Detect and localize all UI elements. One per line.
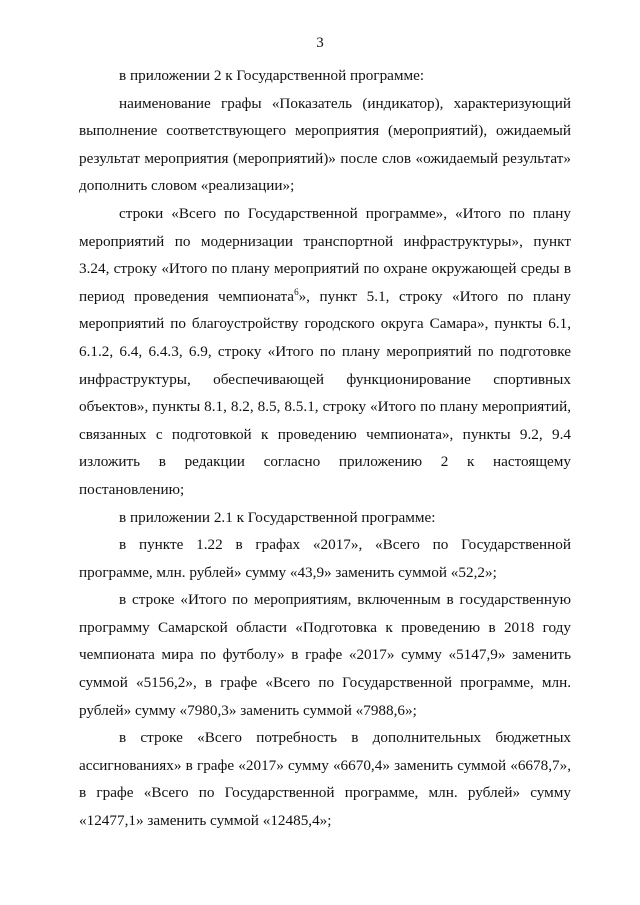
paragraph-appendix-2-1-intro: в приложении 2.1 к Государственной программе:: [119, 508, 436, 526]
document-body: [79, 62, 571, 835]
paragraph-rows-replacement-end: », пункт 5.1, строку «Итого по плану мероприятий по благоустройству городского округа Самара», пункты 6.1, 6.1.2, 6.4, 6.4.3, 6.9, строку «Итого по плану мероприятий по подготовке инфраструктуры, обеспечивающей функционирование спортивных объектов», пункты 8.1, 8.2, 8.5, 8.5.1, строку «Итого по плану мероприятий, связанных с подготовкой к проведению чемпионата», пункты 9.2, 9.4 изложить в редакции согласно приложению 2 к настоящему постановлению;: [79, 287, 571, 498]
paragraph-total-measures: в строке «Итого по мероприятиям, включенным в государственную программу Самарской области «Подготовка к проведению в 2018 году чемпионата мира по футболу» в графе «2017» сумму «5147,9» заменить суммой «5156,2», в графе «Всего по Государственной программе, млн. рублей» сумму «7980,3» заменить суммой «7988,6»;: [79, 591, 571, 719]
paragraph-rows-replacement: [79, 200, 571, 504]
paragraph-appendix-2-intro: в приложении 2 к Государственной программе:: [119, 67, 425, 84]
paragraph-item-1-22: в пункте 1.22 в графах «2017», «Всего по Государственной программе, млн. рублей» сумму «43,9» заменить суммой «52,2»;: [79, 536, 571, 581]
page-number: 3: [316, 35, 324, 51]
paragraph-column-name-change: наименование графы «Показатель (индикатор), характеризующий выполнение соответствующего мероприятия (мероприятий), ожидаемый результат мероприятия (мероприятий)» после слов «ожидаемый результат» дополнить словом «реализации»;: [79, 94, 571, 195]
footnote-marker: 6: [294, 286, 299, 297]
paragraph-rows-replacement-start: строки «Всего по Государственной программе», «Итого по плану мероприятий по модернизации транспортной инфраструктуры», пункт 3.24, строку «Итого по плану мероприятий по охране окружающей среды в период проведения чемпионата: [79, 204, 571, 305]
paragraph-total-need: в строке «Всего потребность в дополнительных бюджетных ассигнованиях» в графе «2017» сумму «6670,4» заменить суммой «6678,7», в графе «Всего по Государственной программе, млн. рублей» сумму «12477,1» заменить суммой «12485,4»;: [79, 729, 571, 830]
